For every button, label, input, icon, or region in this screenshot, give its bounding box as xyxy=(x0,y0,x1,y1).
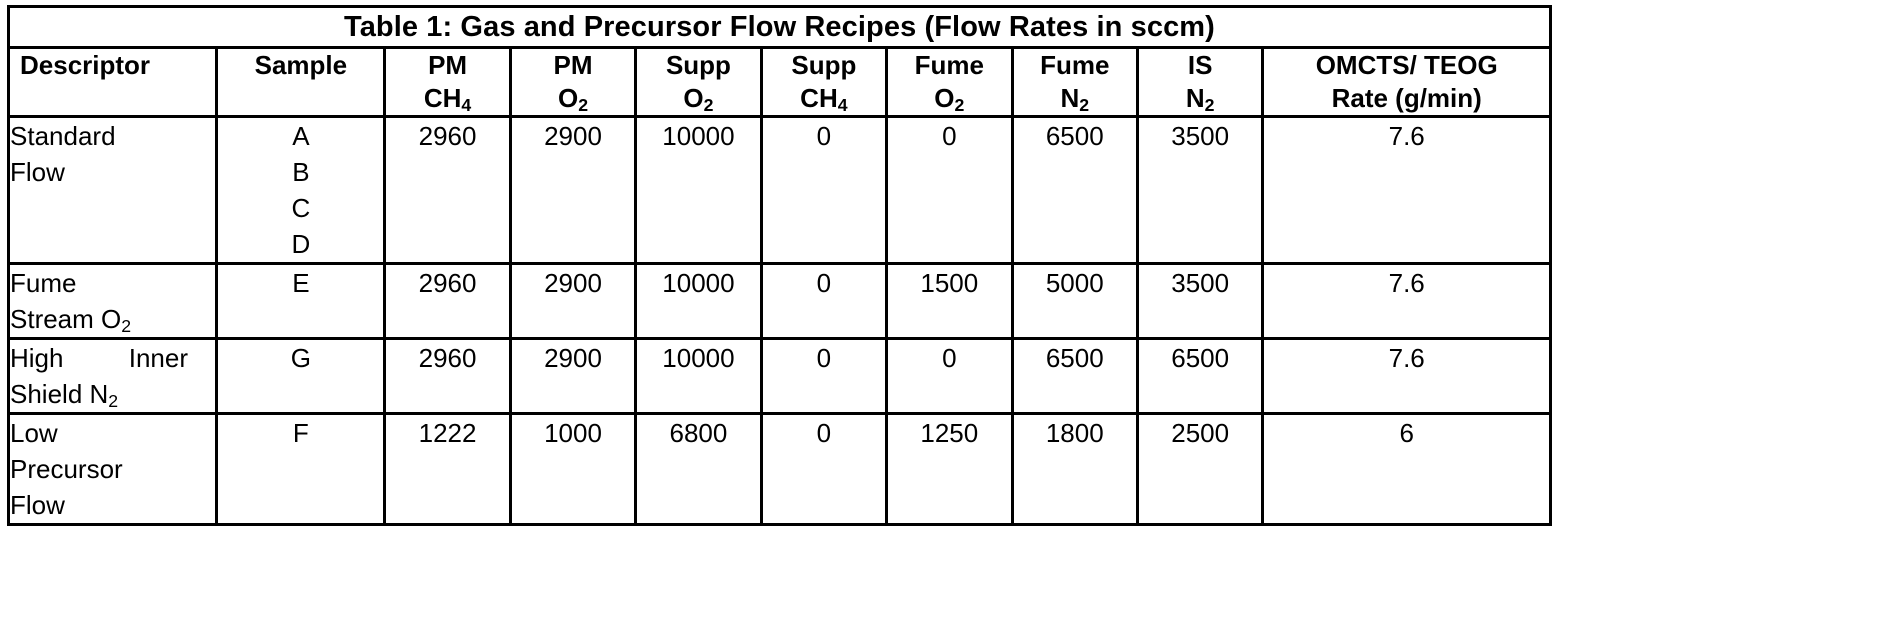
sample-line: A xyxy=(292,121,310,151)
column-header-supp-ch4 xyxy=(761,48,886,117)
cell-sample xyxy=(217,264,385,339)
cell-pm-ch4: 1222 xyxy=(385,414,510,525)
descriptor-line: Flow xyxy=(10,490,65,520)
table-row xyxy=(9,117,1551,264)
column-header-fume-o2-line2: $O_2$ xyxy=(934,83,965,115)
table-container xyxy=(7,5,1552,526)
column-header-fume-n2 xyxy=(1012,48,1137,117)
cell-supp-o2: 10000 xyxy=(636,339,761,414)
sample-line: F xyxy=(292,418,309,448)
column-header-rate xyxy=(1263,48,1551,117)
cell-is-n2: 3500 xyxy=(1137,117,1262,264)
cell-supp-ch4: 0 xyxy=(761,339,886,414)
cell-fume-o2: 0 xyxy=(887,339,1012,414)
cell-pm-o2: 2900 xyxy=(510,339,635,414)
column-header-descriptor xyxy=(9,48,217,117)
descriptor-line: Precursor xyxy=(10,454,123,484)
column-header-supp-o2-line2: $O_2$ xyxy=(683,83,714,115)
column-header-pm-ch4-line2: $CH_4$ xyxy=(423,83,472,115)
cell-pm-o2: 2900 xyxy=(510,264,635,339)
cell-pm-o2: 2900 xyxy=(510,117,635,264)
cell-rate: 6 xyxy=(1263,414,1551,525)
cell-supp-ch4: 0 xyxy=(761,264,886,339)
column-header-is-n2-line1: IS xyxy=(1187,50,1213,80)
cell-fume-n2: 1800 xyxy=(1012,414,1137,525)
cell-fume-n2: 6500 xyxy=(1012,339,1137,414)
cell-is-n2: 2500 xyxy=(1137,414,1262,525)
cell-is-n2: 3500 xyxy=(1137,264,1262,339)
descriptor-line: Shield $N_2$ xyxy=(10,379,119,411)
column-header-fume-o2-line1: Fume xyxy=(914,50,984,80)
table-header-row xyxy=(9,48,1551,117)
column-header-descriptor-line1: Descriptor xyxy=(20,50,151,80)
column-header-supp-o2-line1: Supp xyxy=(665,50,731,80)
cell-fume-o2: 0 xyxy=(887,117,1012,264)
table-body xyxy=(9,117,1551,525)
column-header-is-n2-line2: $N_2$ xyxy=(1185,83,1215,115)
column-header-pm-o2-line2: $O_2$ xyxy=(557,83,589,115)
sample-line: D xyxy=(291,229,311,259)
cell-descriptor xyxy=(9,414,217,525)
table-head xyxy=(9,7,1551,117)
sample-line: G xyxy=(290,343,311,373)
descriptor-line: Low xyxy=(10,418,58,448)
cell-fume-n2: 5000 xyxy=(1012,264,1137,339)
cell-fume-o2: 1500 xyxy=(887,264,1012,339)
descriptor-line xyxy=(10,340,188,376)
cell-fume-o2: 1250 xyxy=(887,414,1012,525)
column-header-pm-ch4-line1: PM xyxy=(428,50,468,80)
table-caption: Table 1: Gas and Precursor Flow Recipes (Flow Rates in sccm) xyxy=(9,7,1551,48)
cell-descriptor xyxy=(9,264,217,339)
column-header-supp-o2 xyxy=(636,48,761,117)
cell-rate: 7.6 xyxy=(1263,339,1551,414)
column-header-sample xyxy=(217,48,385,117)
column-header-supp-ch4-line1: Supp xyxy=(791,50,857,80)
cell-descriptor xyxy=(9,339,217,414)
column-header-is-n2 xyxy=(1137,48,1262,117)
sample-line: E xyxy=(292,268,310,298)
table-row xyxy=(9,339,1551,414)
sample-line: C xyxy=(291,193,311,223)
column-header-fume-n2-line2: $N_2$ xyxy=(1060,83,1090,115)
cell-supp-o2: 10000 xyxy=(636,264,761,339)
cell-supp-ch4: 0 xyxy=(761,414,886,525)
cell-sample xyxy=(217,339,385,414)
cell-pm-ch4: 2960 xyxy=(385,117,510,264)
cell-supp-o2: 6800 xyxy=(636,414,761,525)
cell-sample xyxy=(217,414,385,525)
cell-rate: 7.6 xyxy=(1263,117,1551,264)
descriptor-line: Flow xyxy=(10,157,65,187)
descriptor-line: Standard xyxy=(10,121,116,151)
cell-sample xyxy=(217,117,385,264)
cell-pm-ch4: 2960 xyxy=(385,264,510,339)
column-header-rate-line1: OMCTS/ TEOG xyxy=(1315,50,1498,80)
cell-descriptor xyxy=(9,117,217,264)
cell-supp-ch4: 0 xyxy=(761,117,886,264)
cell-rate: 7.6 xyxy=(1263,264,1551,339)
flow-recipes-table xyxy=(7,5,1552,526)
descriptor-word: Inner xyxy=(128,343,188,373)
cell-fume-n2: 6500 xyxy=(1012,117,1137,264)
column-header-pm-ch4 xyxy=(385,48,510,117)
column-header-rate-line2: Rate (g/min) xyxy=(1331,83,1482,113)
column-header-fume-o2 xyxy=(887,48,1012,117)
sample-line: B xyxy=(292,157,310,187)
table-row xyxy=(9,264,1551,339)
descriptor-line: Fume xyxy=(10,268,77,298)
column-header-supp-ch4-line2: $CH_4$ xyxy=(800,83,848,115)
column-header-sample-line1: Sample xyxy=(254,50,348,80)
cell-pm-ch4: 2960 xyxy=(385,339,510,414)
descriptor-line: Stream $O_2$ xyxy=(10,304,132,336)
cell-supp-o2: 10000 xyxy=(636,117,761,264)
cell-pm-o2: 1000 xyxy=(510,414,635,525)
column-header-fume-n2-line1: Fume xyxy=(1040,50,1110,80)
descriptor-word: High xyxy=(10,343,64,373)
cell-is-n2: 6500 xyxy=(1137,339,1262,414)
column-header-pm-o2 xyxy=(510,48,635,117)
column-header-pm-o2-line1: PM xyxy=(553,50,593,80)
table-row xyxy=(9,414,1551,525)
table-title-row xyxy=(9,7,1551,48)
